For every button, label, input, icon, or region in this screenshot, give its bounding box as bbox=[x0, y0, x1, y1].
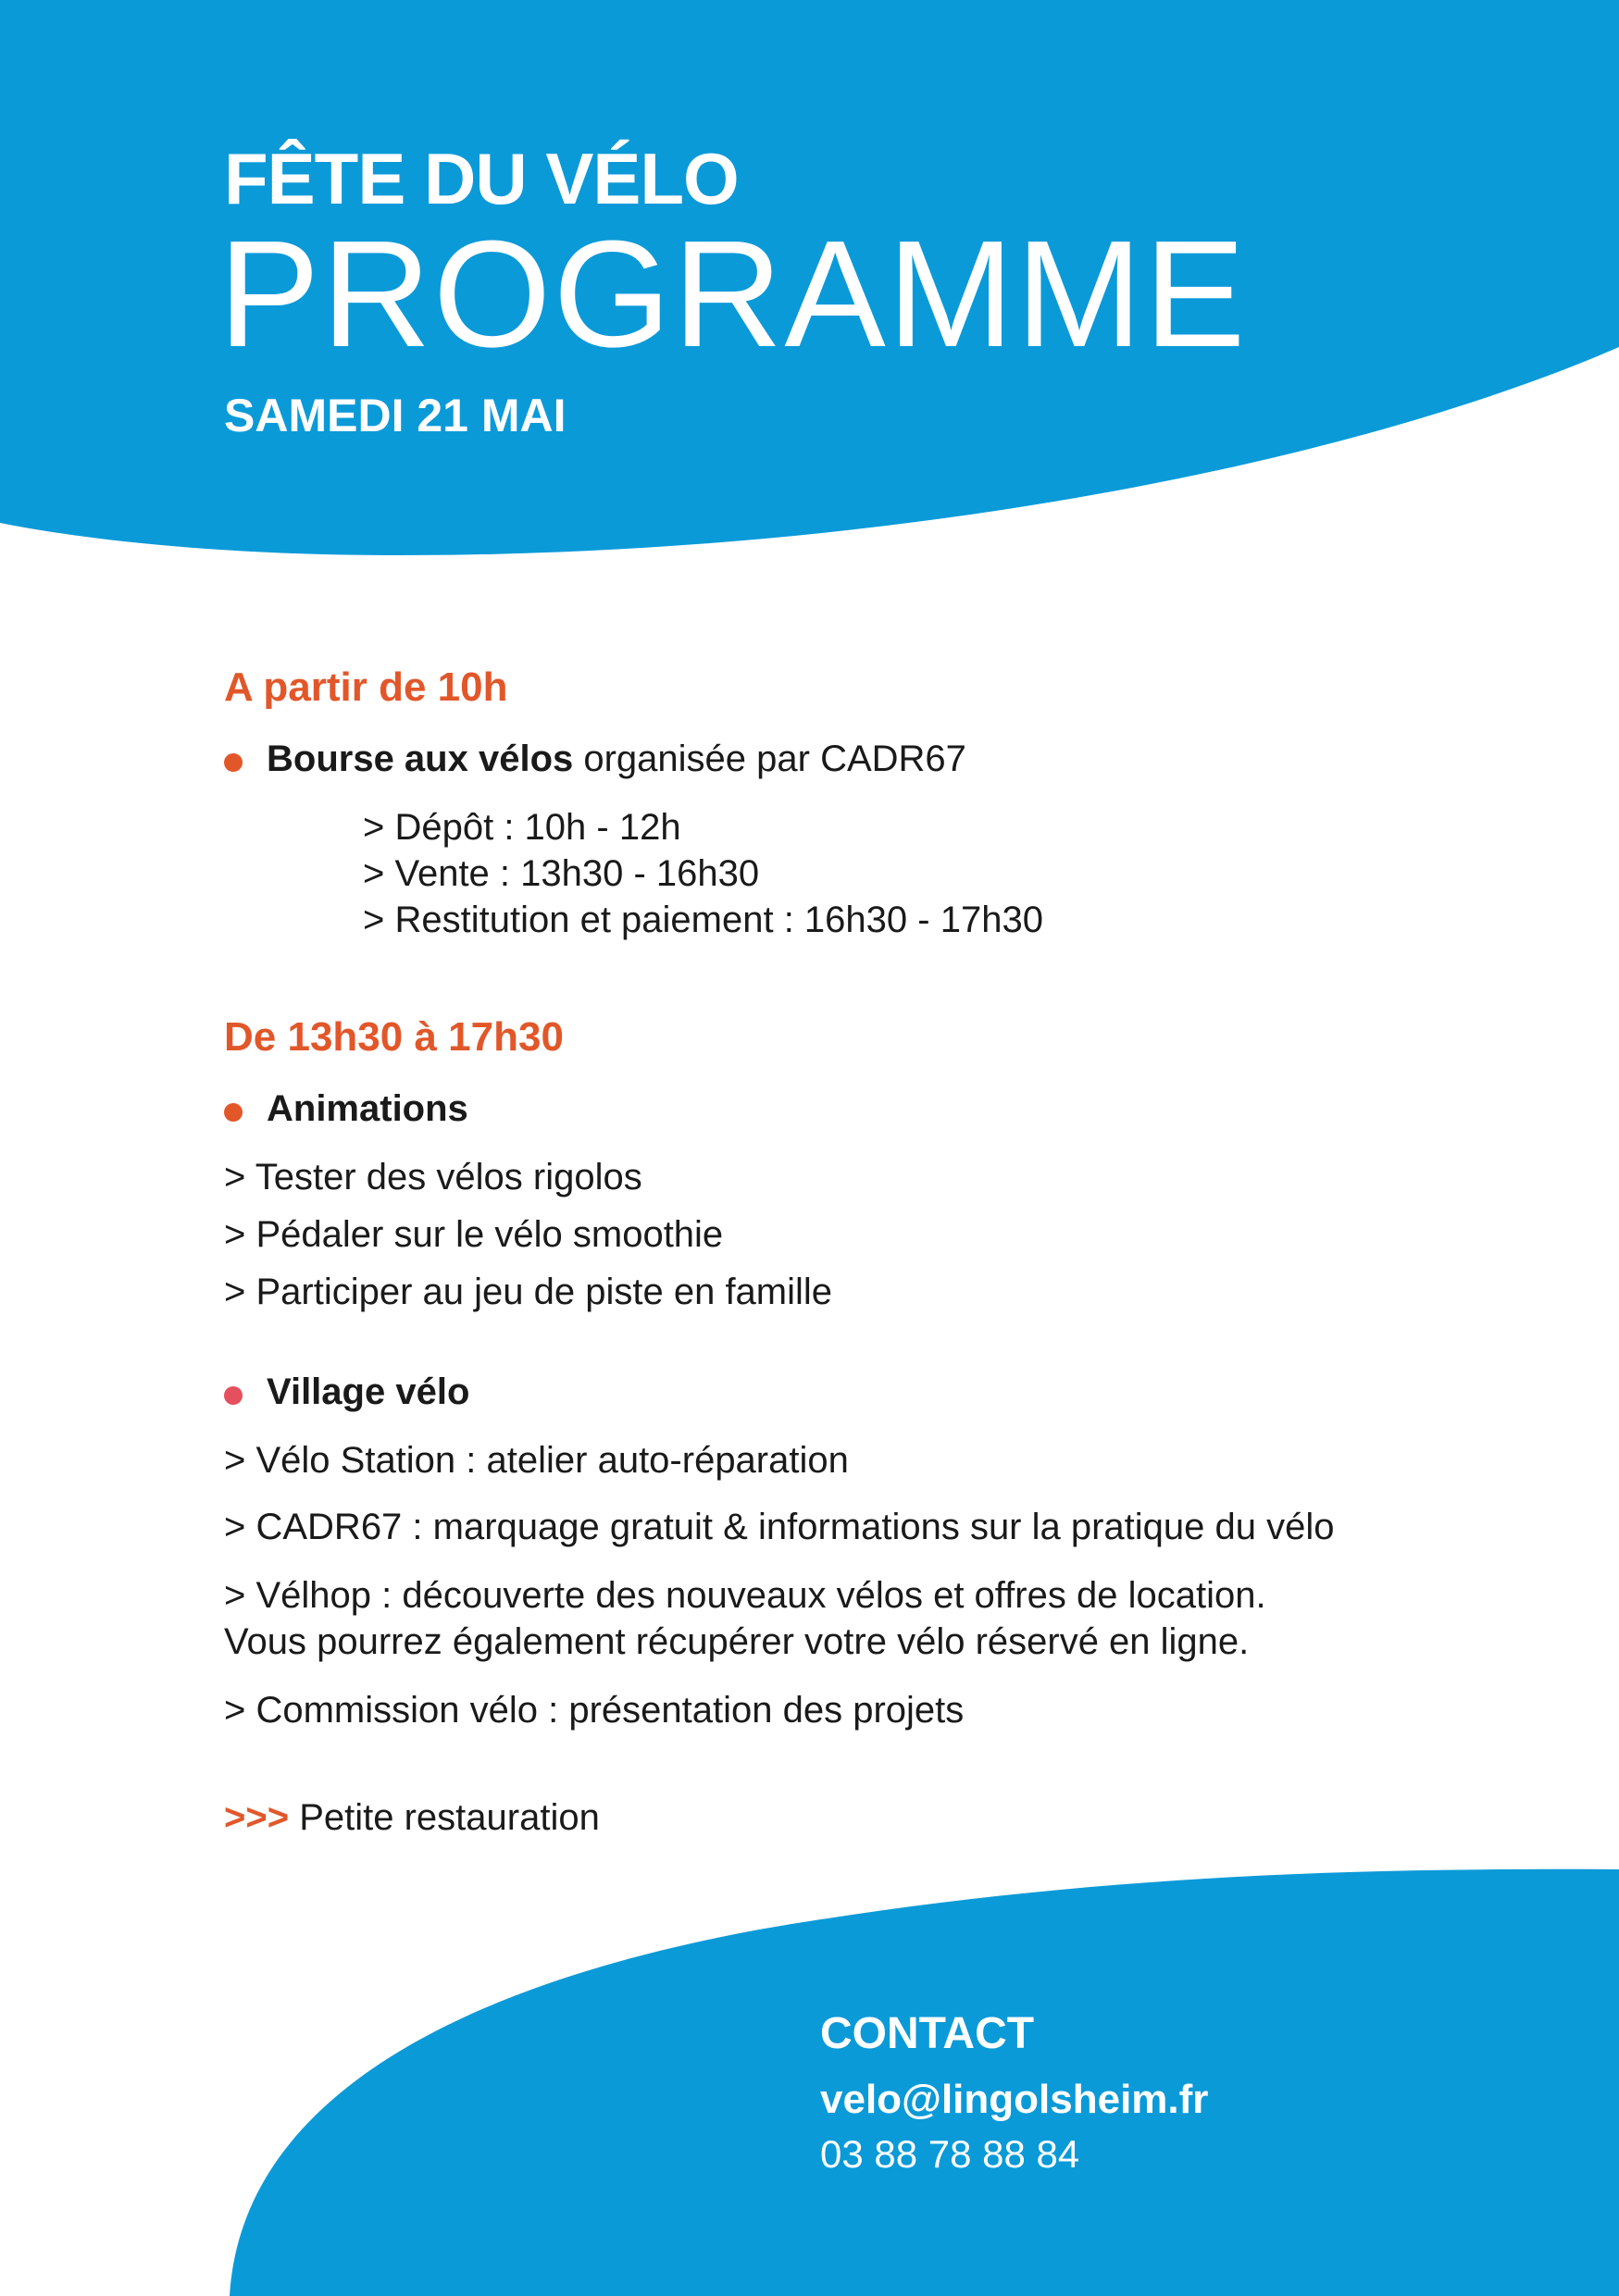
schedule-item: > Restitution et paiement : 16h30 - 17h30 bbox=[363, 900, 1043, 940]
village-item: > Vélo Station : atelier auto-réparation bbox=[224, 1440, 849, 1481]
arrows-icon: >>> bbox=[224, 1797, 290, 1838]
restauration-line bbox=[224, 1797, 600, 1839]
section-heading-afternoon: De 13h30 à 17h30 bbox=[224, 1014, 564, 1060]
village-item: > Commission vélo : présentation des projets bbox=[224, 1690, 965, 1731]
contact-phone[interactable]: 03 88 78 88 84 bbox=[820, 2132, 1080, 2176]
village-title: Village vélo bbox=[267, 1371, 470, 1412]
contact-email[interactable]: velo@lingolsheim.fr bbox=[820, 2077, 1209, 2122]
village-item: > Vélhop : découverte des nouveaux vélos et offres de location. bbox=[224, 1575, 1266, 1616]
bourse-title: Bourse aux vélos bbox=[267, 738, 574, 779]
section-heading-morning: A partir de 10h bbox=[224, 664, 508, 710]
program-title: PROGRAMME bbox=[218, 209, 1248, 379]
restauration-text: Petite restauration bbox=[289, 1797, 600, 1838]
village-item: > CADR67 : marquage gratuit & informations sur la pratique du vélo bbox=[224, 1507, 1335, 1547]
schedule-item: > Vente : 13h30 - 16h30 bbox=[363, 853, 760, 894]
schedule-item: > Dépôt : 10h - 12h bbox=[363, 807, 681, 848]
bullet-icon bbox=[224, 753, 243, 772]
contact-title: CONTACT bbox=[820, 2009, 1035, 2058]
animations-title: Animations bbox=[267, 1088, 468, 1129]
animation-item: > Tester des vélos rigolos bbox=[224, 1157, 642, 1198]
bourse-organizer: organisée par CADR67 bbox=[573, 738, 966, 779]
village-item-continued: Vous pourrez également récupérer votre vélo réservé en ligne. bbox=[224, 1621, 1250, 1662]
bullet-icon bbox=[224, 1103, 243, 1122]
bourse-bullet-text bbox=[267, 738, 966, 780]
bullet-icon bbox=[224, 1386, 243, 1405]
event-title: FÊTE DU VÉLO bbox=[224, 138, 739, 219]
animation-item: > Pédaler sur le vélo smoothie bbox=[224, 1214, 724, 1255]
animation-item: > Participer au jeu de piste en famille bbox=[224, 1272, 833, 1312]
event-date: SAMEDI 21 MAI bbox=[224, 390, 567, 441]
